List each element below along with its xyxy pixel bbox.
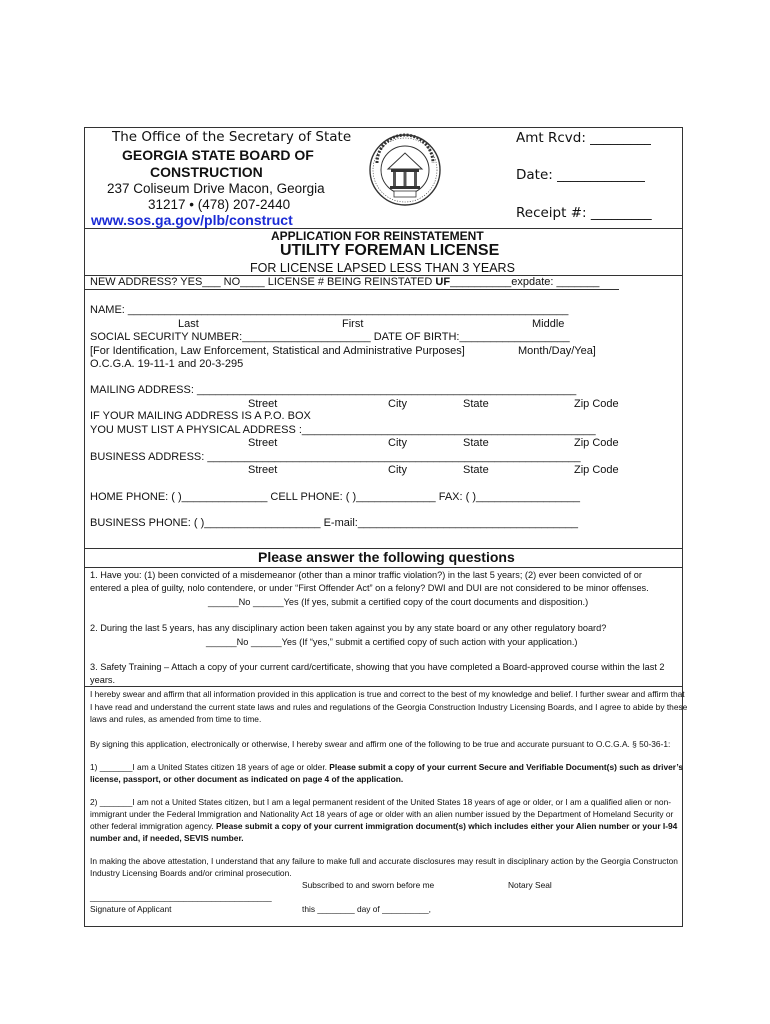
question-1-line2: entered a plea of guilty, nolo contendere, or under “First Offender Act” on a felony? DWI and DUI are not considered to be minor offenses. [90, 583, 649, 593]
name-middle-label: Middle [532, 318, 565, 330]
business-phone-email-field[interactable]: BUSINESS PHONE: ( )___________________ E-mail:____________________________________ [90, 517, 579, 529]
disclosure-line2: Industry Licensing Boards and/or criminal prosecution. [90, 868, 292, 878]
attestation-divider [84, 686, 683, 687]
question-3-line1: 3. Safety Training – Attach a copy of your current card/certificate, showing that you have completed a Board-approved course within the last 2 [90, 662, 665, 672]
uf-prefix: UF [435, 276, 451, 288]
question-1-answer[interactable]: ______No ______Yes (If yes, submit a certified copy of the court documents and disposition.) [208, 597, 589, 607]
noncitizen-option-agency: other federal immigration agency. [90, 821, 216, 831]
mailing-state-label: State [463, 398, 489, 410]
affirmation-line2: I have read and understand the current state laws and rules and regulations of the Georgia Construction Industry Licensing Boards, and I agree to abide by these [90, 702, 688, 712]
dob-format-label: Month/Day/Yea] [518, 345, 596, 357]
identification-note: [For Identification, Law Enforcement, Statistical and Administrative Purposes] [90, 345, 465, 357]
affirmation-line1: I hereby swear and affirm that all information provided in this application is true and correct to the best of my knowledge and belief. I further swear and affirm that [90, 689, 685, 699]
noncitizen-option-line2: immigrant under the Federal Immigration and Nationality Act 18 years of age or older with an alien number issued by the Department of Homeland Security or [90, 809, 674, 819]
georgia-state-seal-icon [368, 133, 442, 207]
citizen-option-line2: license, passport, or other document as indicated on page 4 of the application. [90, 774, 404, 784]
business-zip-label: Zip Code [574, 464, 619, 476]
application-title: APPLICATION FOR REINSTATEMENT [271, 229, 484, 243]
receipt-field[interactable]: Receipt #: _________ [516, 205, 652, 221]
website-link[interactable]: www.sos.ga.gov/plb/construct [91, 212, 293, 228]
signature-line[interactable]: _______________________________________ [90, 892, 272, 902]
question-1-line1: 1. Have you: (1) been convicted of a misdemeanor (other than a minor traffic violation?) in the last 5 years; (2) ever been convicted of or [90, 570, 642, 580]
name-last-label: Last [178, 318, 199, 330]
business-address-field[interactable]: BUSINESS ADDRESS: _____________________________________________________________ [90, 451, 581, 463]
physical-zip-label: Zip Code [574, 437, 619, 449]
name-field[interactable]: NAME: ________________________________________________________________________ [90, 304, 569, 316]
notary-seal-label: Notary Seal [508, 880, 552, 890]
address-line2: 31217 • (478) 207-2440 [148, 197, 291, 212]
phone-fax-field[interactable]: HOME PHONE: ( )______________ CELL PHONE: ( )_____________ FAX: ( )_________________ [90, 491, 581, 503]
affirmation-line3: laws and rules, as amended from time to time. [90, 714, 262, 724]
questions-heading: Please answer the following questions [258, 549, 515, 565]
signature-label: Signature of Applicant [90, 904, 172, 914]
business-state-label: State [463, 464, 489, 476]
physical-street-label: Street [248, 437, 278, 449]
license-title: UTILITY FOREMAN LICENSE [280, 242, 500, 259]
subscribed-label: Subscribed to and sworn before me [302, 880, 435, 890]
sworn-date-field[interactable]: this ________ day of __________, [302, 904, 431, 914]
mailing-address-field[interactable]: MAILING ADDRESS: ______________________________________________________________ [90, 384, 577, 396]
noncitizen-option-line4: number and, if needed, SEVIS number. [90, 833, 244, 843]
question-2-answer[interactable]: ______No ______Yes (If “yes,” submit a certified copy of such action with your application.) [206, 637, 578, 647]
new-address-underline [84, 289, 619, 290]
name-first-label: First [342, 318, 364, 330]
ocga-reference: O.C.G.A. 19-11-1 and 20-3-295 [90, 358, 244, 370]
business-street-label: Street [248, 464, 278, 476]
mailing-zip-label: Zip Code [574, 398, 619, 410]
po-box-note: IF YOUR MAILING ADDRESS IS A P.O. BOX [90, 410, 311, 422]
citizen-option-text: 1) _______I am a United States citizen 18 years of age or older. [90, 762, 330, 772]
board-name-line2: CONSTRUCTION [150, 164, 263, 180]
ssn-dob-field[interactable]: SOCIAL SECURITY NUMBER:_____________________ DATE OF BIRTH:__________________ [90, 331, 570, 343]
board-name-line1: GEORGIA STATE BOARD OF [122, 147, 314, 163]
new-address-row[interactable] [90, 276, 599, 288]
citizen-option-document-note: Please submit a copy of your current Secure and Verifiable Document(s) such as driver’s [329, 762, 684, 772]
physical-city-label: City [388, 437, 407, 449]
license-subtitle: FOR LICENSE LAPSED LESS THAN 3 YEARS [250, 261, 515, 275]
physical-address-field[interactable]: YOU MUST LIST A PHYSICAL ADDRESS :________________________________________________ [90, 424, 596, 436]
signing-statement: By signing this application, electronically or otherwise, I hereby swear and affirm one of the following to be true and accurate pursuant to O.C.G.A. § 50-36-1: [90, 739, 671, 749]
mailing-city-label: City [388, 398, 407, 410]
question-3-line2: years. [90, 675, 116, 685]
noncitizen-option-line3 [90, 821, 677, 831]
questions-heading-divider [84, 567, 683, 568]
office-name: The Office of the Secretary of State [112, 129, 352, 145]
noncitizen-option-line1[interactable]: 2) _______I am not a United States citizen, but I am a legal permanent resident of the United States 18 years of age or older, or I am a qualified alien or non- [90, 797, 672, 807]
new-address-label: NEW ADDRESS? YES___ NO____ LICENSE # BEING REINSTATED [90, 276, 436, 288]
noncitizen-option-document-note: Please submit a copy of your current immigration document(s) which includes either your Alien number or your I-94 [216, 821, 678, 831]
physical-state-label: State [463, 437, 489, 449]
date-field[interactable]: Date: _____________ [516, 167, 645, 183]
business-city-label: City [388, 464, 407, 476]
amt-rcvd-field[interactable]: Amt Rcvd: _________ [516, 130, 651, 146]
address-line1: 237 Coliseum Drive Macon, Georgia [107, 181, 325, 196]
expdate-label: __________expdate: _______ [450, 276, 600, 288]
question-2-line1: 2. During the last 5 years, has any disciplinary action been taken against you by any state board or any other regulatory board? [90, 623, 607, 633]
mailing-street-label: Street [248, 398, 278, 410]
citizen-option-line1[interactable] [90, 762, 683, 772]
disclosure-line1: In making the above attestation, I understand that any failure to make full and accurate disclosures may result in disciplinary action by the Georgia Constructon [90, 856, 678, 866]
